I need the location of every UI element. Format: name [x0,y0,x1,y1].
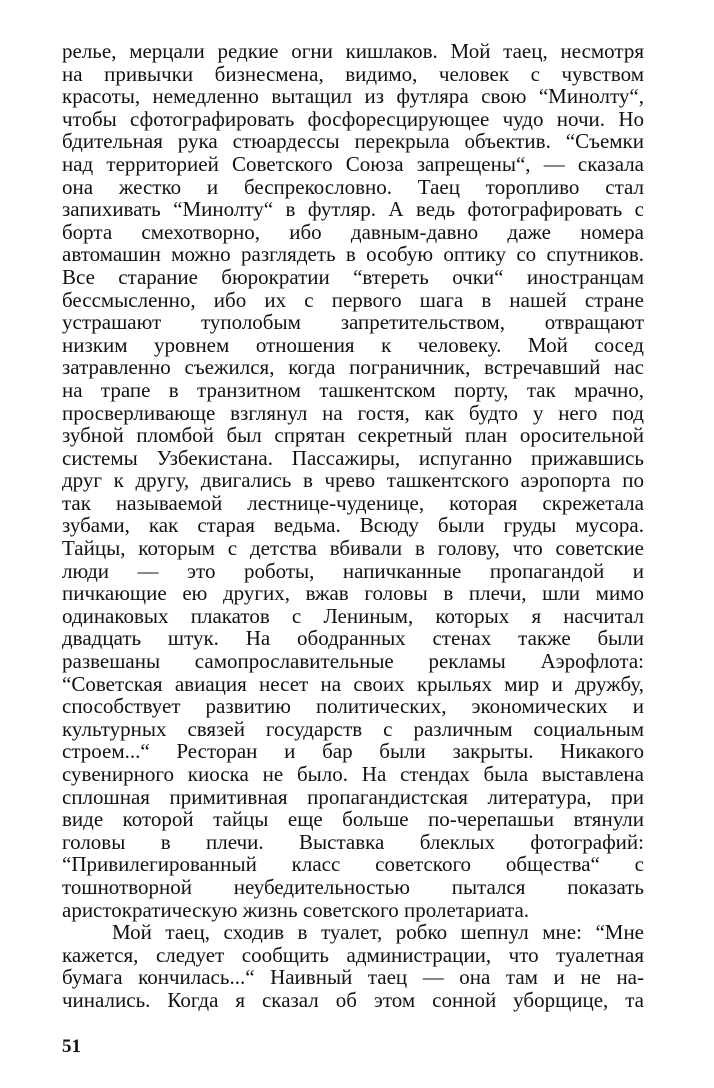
text-line: двадцать штук. На ободранных стенах также были [62,626,644,651]
text-line: зубами, как старая ведьма. Всюду были груды мусора. [62,513,644,538]
text-line: Тайцы, которым с детства вбивали в голову, что советские [62,536,644,561]
text-line: низким уровнем отношения к человеку. Мой сосед [62,332,644,357]
paragraph [62,921,644,1011]
text-line: сувенирного киоска не было. На стендах была выставлена [62,762,644,786]
text-line: развешаны самопрославительные рекламы Аэрофлота: [62,649,644,674]
text-line: бумага кончилась...“ Наивный таец — она там и не на- [62,965,644,990]
text-line: сплошная примитивная пропагандистская литература, при [62,784,644,809]
text-line: затравленно съежился, когда пограничник, встречавший нас [62,355,644,380]
text-line: она жестко и беспрекословно. Таец торопливо стал [62,174,644,199]
paragraph [62,40,644,921]
text-line: зубной пломбой был спрятан секретный план оросительной [62,423,644,448]
text-line: культурных связей государств с различным социальным [62,716,644,741]
text-line: бессмысленно, ибо их с первого шага в нашей стране [62,287,644,312]
text-line: “Привилегированный класс советского общества“ с [62,852,644,877]
text-line: способствует развитию политических, экономических и [62,694,644,719]
body-text [62,40,644,1012]
text-line: Мой таец, сходив в туалет, робко шепнул мне: “Мне [112,920,644,945]
text-line: системы Узбекистана. Пассажиры, испуганно прижавшись [62,445,644,470]
text-line: устрашают туполобым запретительством, отвращают [62,310,644,335]
text-line: над территорией Советского Союза запрещены“, — сказала [62,151,644,176]
text-line: головы в плечи. Выставка блеклых фотографий: [62,829,644,854]
text-line: на трапе в транзитном ташкентском порту, так мрачно, [62,377,644,402]
text-line: кажется, следует сообщить администрации, что туалетная [62,942,644,967]
text-line: запихивать “Минолту“ в футляр. А ведь фотографировать с [62,197,644,222]
text-line: друг к другу, двигались в чрево ташкентского аэропорта по [62,468,644,493]
text-line: одинаковых плакатов с Лениным, которых я насчитал [62,603,644,628]
text-line: борта смехотворно, ибо давным-давно даже номера [62,219,644,244]
text-line: чтобы сфотографировать фосфоресцирующее чудо ночи. Но [62,106,644,131]
text-line: тошнотворной неубедительностью пытался показать [62,874,644,899]
text-line: строем...“ Ресторан и бар были закрыты. Никакого [62,739,644,764]
text-line: “Советская авиация несет на своих крыльях мир и дружбу, [62,671,644,696]
text-line: на привычки бизнесмена, видимо, человек с чувством [62,61,644,86]
text-line: люди — это роботы, напичканные пропагандой и [62,558,644,583]
text-line: релье, мерцали редкие огни кишлаков. Мой таец, несмотря [62,39,644,63]
text-line: пичкающие ею других, вжав головы в плечи, шли мимо [62,581,644,606]
text-line: чинались. Когда я сказал об этом сонной уборщице, та [62,987,644,1012]
text-line: красоты, немедленно вытащил из футляра свою “Минолту“, [62,84,644,109]
text-line: аристократическую жизнь советского пролетариата. [62,897,530,922]
text-line: автомашин можно разглядеть в особую оптику со спутников. [62,242,644,267]
text-line: просверливающе взглянул на гостя, как будто у него под [62,400,644,425]
text-line: так называемой лестнице-чуденице, которая скрежетала [62,490,644,515]
text-line: Все старание бюрократии “втереть очки“ иностранцам [62,264,644,289]
text-line: виде которой тайцы еще больше по-черепашьи втянули [62,807,644,832]
text-line: бдительная рука стюардессы перекрыла объектив. “Съемки [62,129,644,154]
page-number: 51 [62,1036,81,1057]
